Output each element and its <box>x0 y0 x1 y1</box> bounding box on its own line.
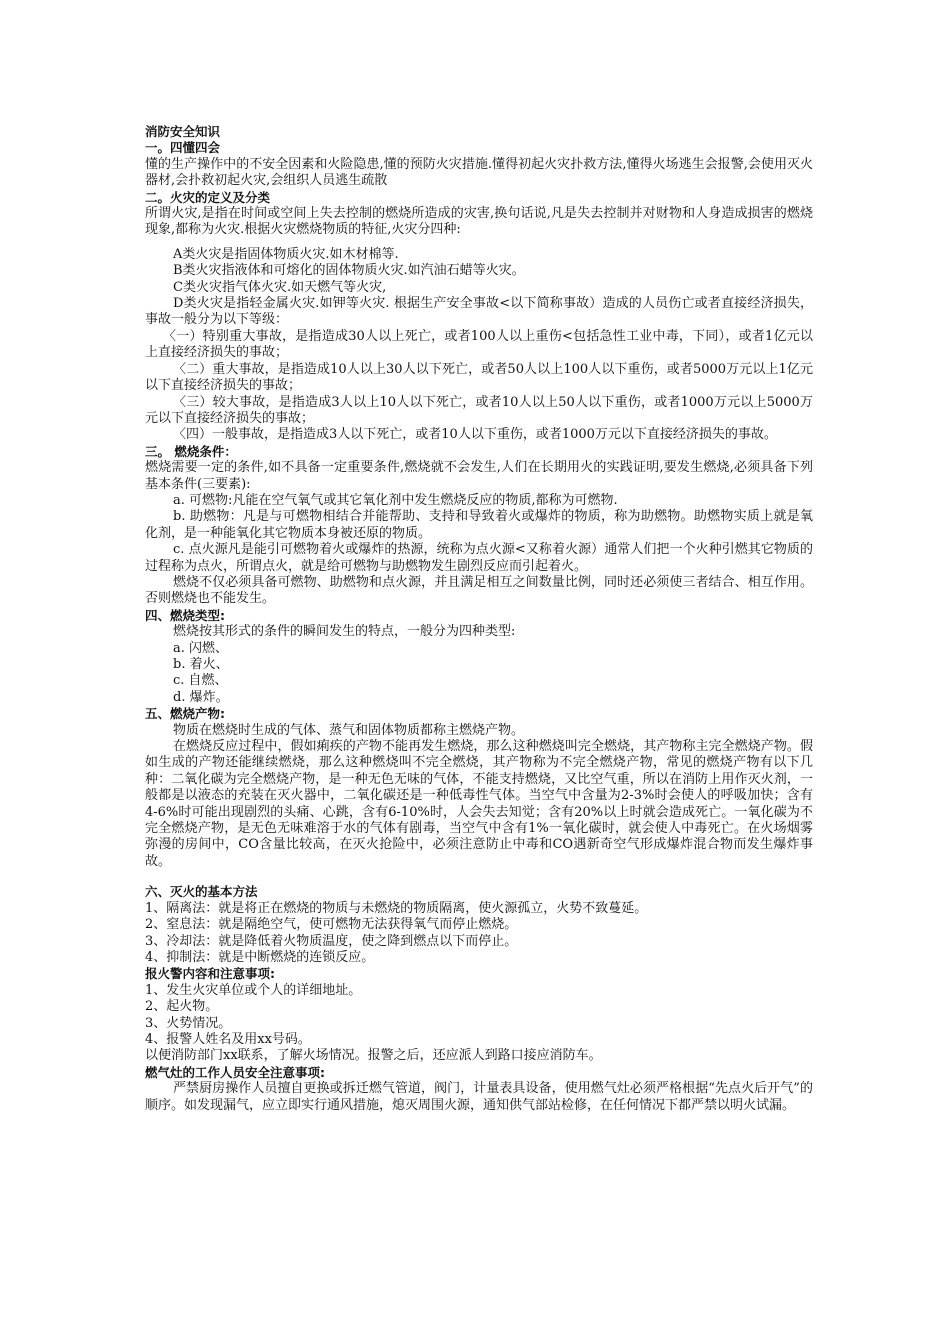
section-2-paragraph: 所谓火灾,是指在时间或空间上失去控制的燃烧所造成的灾害,换句话说,凡是失去控制并对财物和人身造成损害的燃烧现象,都称为火灾.根据火灾燃烧物质的特征,火灾分四种: <box>145 206 813 238</box>
condition-a: a. 可燃物:凡能在空气氧气或其它氧化剂中发生燃烧反应的物质,都称为可燃物. <box>173 492 618 508</box>
section-4-paragraph: 燃烧按其形式的条件的瞬间发生的特点，一般分为四种类型: <box>173 624 516 640</box>
section-7-heading: 报火警内容和注意事项: <box>145 966 275 982</box>
section-2-heading: 二。火灾的定义及分类 <box>145 189 271 205</box>
fire-class-b: B类火灾指液体和可熔化的固体物质火灾.如汽油石蜡等火灾。 <box>173 263 525 279</box>
section-6-heading: 六、灭火的基本方法 <box>145 884 258 900</box>
document-page <box>145 124 813 1114</box>
list-item: 1、发生火灾单位或个人的详细地址。 <box>145 982 362 998</box>
accident-level-1: 〈一）特别重大事故，是指造成30人以上死亡，或者100人以上重伤<包括急性工业中毒，下同），或者1亿元以上直接经济损失的事故； <box>145 328 813 361</box>
section-1-heading: 一。四懂四会 <box>145 140 221 156</box>
fire-class-a: A类火灾是指固体物质火灾.如木材棉等. <box>173 246 399 262</box>
section-5-paragraph: 物质在燃烧时生成的气体、蒸气和固体物质都称主燃烧产物。 <box>173 722 525 738</box>
condition-b: b. 助燃物：凡是与可燃物相结合并能帮助、支持和导致着火或爆炸的物质，称为助燃物。助燃物实质上就是氧化剂，是一种能氧化其它物质本身被还原的物质。 <box>145 509 813 541</box>
spacer <box>145 870 813 884</box>
section-7-paragraph: 以便消防部门xx联系，了解火场情况。报警之后，还应派人到路口接应消防车。 <box>145 1048 602 1064</box>
list-item: b. 着火、 <box>173 657 229 672</box>
list-item: 3、火势情况。 <box>145 1015 232 1031</box>
section-4-heading: 四、燃烧类型: <box>145 607 225 623</box>
list-item: 4、报警人姓名及用xx号码。 <box>145 1031 311 1047</box>
section-3-paragraph: 燃烧需要一定的条件,如不具备一定重要条件,燃烧就不会发生,人们在长期用火的实践证明,要发生燃烧,必须具备下列基本条件(三要素): <box>145 460 813 492</box>
section-8-paragraph: 严禁厨房操作人员擅自更换或拆迁燃气管道，阀门，计量表具设备，使用燃气灶必须严格根据“先点火后开气”的顺序。如发现漏气，应立即实行通风措施，熄灭周围火源，通知供气部站检修，在任何情况下都严禁以明火试漏。 <box>145 1081 813 1113</box>
section-5-paragraph-2: 在燃烧反应过程中，假如痢疾的产物不能再发生燃烧，那么这种燃烧叫完全燃烧，其产物称主完全燃烧产物。假如生成的产物还能继续燃烧，那么这种燃烧叫不完全燃烧，其产物称为不完全燃烧产物，常见的燃烧产物有以下几种：二氧化碳为完全燃烧产物，是一种无色无味的气体，不能支持燃烧，又比空气重，所以在消防上用作灭火剂，一般都是以液态的充装在灭火器中，二氧化碳还是一种低毒性气体。当空气中含量为2-3%时会使人的呼吸加快；含有4-6%时可能出现剧烈的头痛、心跳，含有6-10%时，人会失去知觉；含有20%以上时就会造成死亡。一氧化碳为不完全燃烧产物，是无色无味难溶于水的气体有剧毒，当空气中含有1%一氧化碳时，就会使人中毒死亡。在火场烟雾弥漫的房间中，CO含量比较高，在灭火抢险中，必须注意防止中毒和CO遇新奇空气形成爆炸混合物而发生爆炸事故。 <box>145 739 813 869</box>
condition-c: c. 点火源凡是能引可燃物着火或爆炸的热源，统称为点火源<又称着火源）通常人们把一个火种引燃其它物质的过程称为点火，所谓点火，就是给可燃物与助燃物发生剧烈反应而引起着火。 <box>145 542 813 574</box>
accident-level-2: 〈二）重大事故，是指造成10人以上30人以下死亡，或者50人以上100人以下重伤，或者5000万元以上1亿元以下直接经济损失的事故； <box>145 361 813 394</box>
list-item: c. 自燃、 <box>173 673 228 689</box>
list-item: 1、隔离法：就是将正在燃烧的物质与未燃烧的物质隔离，使火源孤立，火势不致蔓延。 <box>145 900 648 916</box>
accident-level-4: 〈四）一般事故，是指造成3人以下死亡，或者10人以下重伤，或者1000万元以下直接经济损失的事故。 <box>173 427 777 443</box>
section-3-paragraph-2: 燃烧不仅必须具备可燃物、助燃物和点火源，并且满足相互之间数量比例，同时还必须使三者结合、相互作用。否则燃烧也不能发生。 <box>145 574 813 607</box>
section-1-paragraph: 懂的生产操作中的不安全因素和火险隐患,懂的预防火灾措施.懂得初起火灾扑救方法,懂得火场逃生会报警,会使用灭火器材,会扑救初起火灾,会组织人员逃生疏散 <box>145 156 813 189</box>
doc-title: 消防安全知识 <box>145 124 221 139</box>
list-item: 2、窒息法：就是隔绝空气，使可燃物无法获得氧气而停止燃烧。 <box>145 917 518 933</box>
section-5-heading: 五、燃烧产物: <box>145 706 225 722</box>
section-8-heading: 燃气灶的工作人员安全注意事项: <box>145 1064 325 1080</box>
spacer <box>145 239 813 247</box>
list-item: 4、抑制法：就是中断燃烧的连锁反应。 <box>145 949 375 965</box>
list-item: 3、冷却法：就是降低着火物质温度，使之降到燃点以下而停止。 <box>145 933 518 949</box>
accident-level-3: 〈三）较大事故，是指造成3人以上10人以下死亡，或者10人以上50人以下重伤，或者1000万元以上5000万元以下直接经济损失的事故； <box>145 394 813 426</box>
list-item: 2、起火物。 <box>145 999 219 1015</box>
section-3-heading: 三。 燃烧条件： <box>145 443 237 459</box>
fire-class-d: D类火灾是指轻金属火灾.如钾等火灾. 根据生产安全事故<以下简称事故）造成的人员伤亡或者直接经济损失，事故一般分为以下等级： <box>145 296 813 328</box>
fire-class-c: C类火灾指气体火灾.如天燃气等火灾, <box>173 279 387 295</box>
list-item: a. 闪燃、 <box>173 640 229 656</box>
list-item: d. 爆炸。 <box>173 689 229 705</box>
